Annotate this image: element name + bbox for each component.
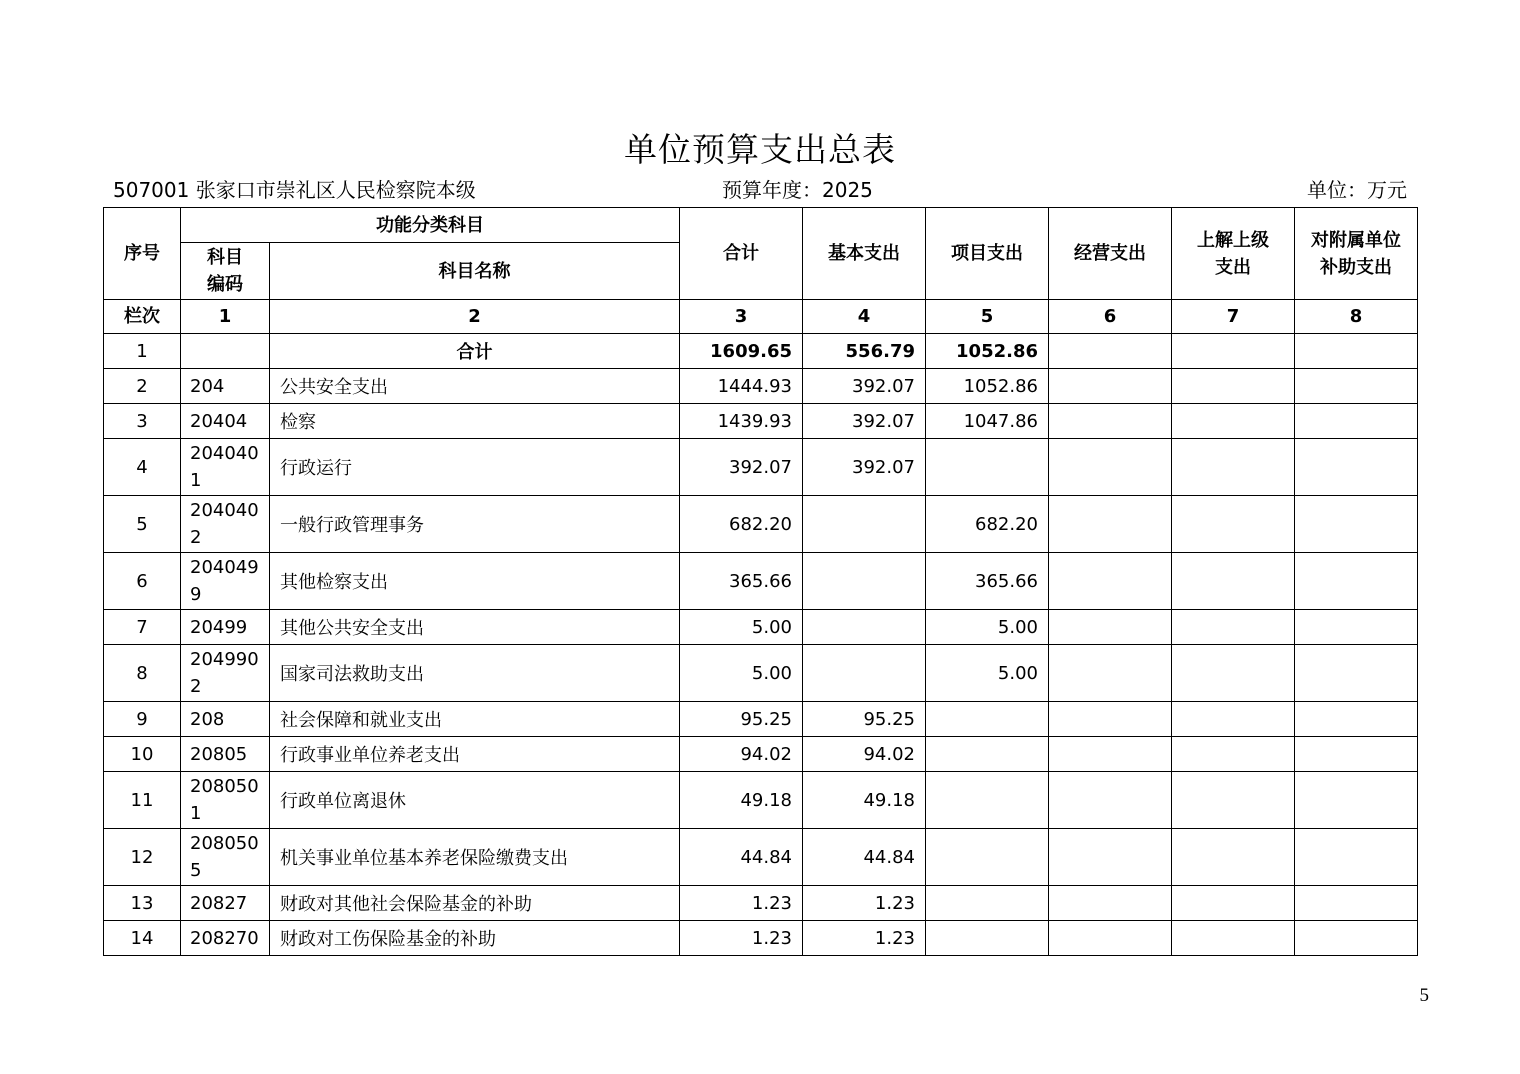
row-upper (1172, 369, 1295, 404)
row-total: 49.18 (680, 772, 803, 829)
row-basic: 1.23 (803, 886, 926, 921)
row-basic (803, 496, 926, 553)
row-business (1049, 404, 1172, 439)
row-basic: 392.07 (803, 404, 926, 439)
row-code: 2049902 (181, 645, 270, 702)
table-row (104, 702, 1418, 737)
row-subsidy (1295, 439, 1418, 496)
page-number: 5 (1419, 985, 1429, 1006)
row-seq: 9 (104, 702, 181, 737)
table-row (104, 439, 1418, 496)
row-name: 其他公共安全支出 (270, 610, 680, 645)
row-upper (1172, 553, 1295, 610)
row-basic: 95.25 (803, 702, 926, 737)
table-row (104, 610, 1418, 645)
row-seq: 8 (104, 645, 181, 702)
row-name: 其他检察支出 (270, 553, 680, 610)
row-total: 5.00 (680, 610, 803, 645)
row-basic: 94.02 (803, 737, 926, 772)
row-upper (1172, 496, 1295, 553)
row-code: 20805 (181, 737, 270, 772)
row-seq: 1 (104, 334, 181, 369)
row-upper (1172, 645, 1295, 702)
row-subsidy (1295, 404, 1418, 439)
row-business (1049, 369, 1172, 404)
row-business (1049, 921, 1172, 956)
header-total: 合计 (680, 208, 803, 300)
row-upper (1172, 772, 1295, 829)
row-name: 行政事业单位养老支出 (270, 737, 680, 772)
row-name: 公共安全支出 (270, 369, 680, 404)
table-row (104, 772, 1418, 829)
row-subsidy (1295, 369, 1418, 404)
row-upper (1172, 702, 1295, 737)
row-code: 2080505 (181, 829, 270, 886)
currency-unit-label: 单位：万元 (1307, 178, 1407, 202)
row-code: 208 (181, 702, 270, 737)
row-name: 财政对工伤保险基金的补助 (270, 921, 680, 956)
row-total: 1444.93 (680, 369, 803, 404)
row-project: 5.00 (926, 610, 1049, 645)
row-project: 1047.86 (926, 404, 1049, 439)
row-project (926, 702, 1049, 737)
header-name: 科目名称 (270, 243, 680, 300)
row-upper (1172, 921, 1295, 956)
row-name: 一般行政管理事务 (270, 496, 680, 553)
row-business (1049, 496, 1172, 553)
row-total: 392.07 (680, 439, 803, 496)
header-basic: 基本支出 (803, 208, 926, 300)
row-code: 20499 (181, 610, 270, 645)
row-project (926, 886, 1049, 921)
row-subsidy (1295, 829, 1418, 886)
row-business (1049, 553, 1172, 610)
row-code: 204 (181, 369, 270, 404)
budget-year-label: 预算年度：2025 (722, 178, 873, 202)
row-subsidy (1295, 772, 1418, 829)
row-business (1049, 610, 1172, 645)
row-total: 1439.93 (680, 404, 803, 439)
row-seq: 6 (104, 553, 181, 610)
row-business (1049, 439, 1172, 496)
row-total: 365.66 (680, 553, 803, 610)
colnum-6: 6 (1049, 300, 1172, 334)
row-upper (1172, 737, 1295, 772)
colnum-3: 3 (680, 300, 803, 334)
row-subsidy (1295, 645, 1418, 702)
table-row (104, 553, 1418, 610)
row-code: 2080501 (181, 772, 270, 829)
row-subsidy (1295, 610, 1418, 645)
row-total: 1609.65 (680, 334, 803, 369)
colnum-1: 1 (181, 300, 270, 334)
row-upper (1172, 404, 1295, 439)
page-title: 单位预算支出总表 (624, 130, 896, 169)
row-project (926, 439, 1049, 496)
row-project: 5.00 (926, 645, 1049, 702)
row-project: 365.66 (926, 553, 1049, 610)
colnum-2: 2 (270, 300, 680, 334)
row-business (1049, 702, 1172, 737)
row-name: 财政对其他社会保险基金的补助 (270, 886, 680, 921)
table-row (104, 334, 1418, 369)
row-name: 检察 (270, 404, 680, 439)
row-subsidy (1295, 737, 1418, 772)
row-code: 20404 (181, 404, 270, 439)
colnum-8: 8 (1295, 300, 1418, 334)
row-name: 行政运行 (270, 439, 680, 496)
table-row (104, 737, 1418, 772)
table-row (104, 496, 1418, 553)
row-total: 44.84 (680, 829, 803, 886)
row-upper (1172, 439, 1295, 496)
header-subsidy: 对附属单位 补助支出 (1295, 208, 1418, 300)
row-code: 2040499 (181, 553, 270, 610)
row-seq: 3 (104, 404, 181, 439)
row-basic: 49.18 (803, 772, 926, 829)
row-total: 1.23 (680, 886, 803, 921)
column-number-row (104, 300, 1418, 334)
budget-expenditure-table (103, 207, 1418, 956)
header-business: 经营支出 (1049, 208, 1172, 300)
row-seq: 2 (104, 369, 181, 404)
table-row (104, 404, 1418, 439)
row-name: 行政单位离退休 (270, 772, 680, 829)
row-name: 合计 (270, 334, 680, 369)
row-subsidy (1295, 702, 1418, 737)
row-basic: 1.23 (803, 921, 926, 956)
row-project: 1052.86 (926, 334, 1049, 369)
header-code: 科目 编码 (181, 243, 270, 300)
row-total: 682.20 (680, 496, 803, 553)
header-project: 项目支出 (926, 208, 1049, 300)
table-row (104, 886, 1418, 921)
row-seq: 5 (104, 496, 181, 553)
row-subsidy (1295, 334, 1418, 369)
row-subsidy (1295, 553, 1418, 610)
header-upper: 上解上级 支出 (1172, 208, 1295, 300)
row-code: 2040402 (181, 496, 270, 553)
row-basic: 392.07 (803, 369, 926, 404)
row-seq: 14 (104, 921, 181, 956)
row-total: 95.25 (680, 702, 803, 737)
row-business (1049, 886, 1172, 921)
row-basic: 392.07 (803, 439, 926, 496)
unit-label: 507001 张家口市崇礼区人民检察院本级 (113, 178, 476, 202)
row-project (926, 737, 1049, 772)
row-seq: 11 (104, 772, 181, 829)
row-business (1049, 772, 1172, 829)
row-business (1049, 829, 1172, 886)
row-project: 682.20 (926, 496, 1049, 553)
row-project: 1052.86 (926, 369, 1049, 404)
colnum-4: 4 (803, 300, 926, 334)
row-project (926, 829, 1049, 886)
row-subsidy (1295, 921, 1418, 956)
table-row (104, 829, 1418, 886)
row-project (926, 921, 1049, 956)
row-upper (1172, 829, 1295, 886)
row-project (926, 772, 1049, 829)
row-seq: 10 (104, 737, 181, 772)
row-business (1049, 334, 1172, 369)
row-name: 机关事业单位基本养老保险缴费支出 (270, 829, 680, 886)
row-code (181, 334, 270, 369)
row-business (1049, 737, 1172, 772)
colnum-0: 栏次 (104, 300, 181, 334)
table-row (104, 921, 1418, 956)
row-total: 5.00 (680, 645, 803, 702)
row-business (1049, 645, 1172, 702)
row-subsidy (1295, 886, 1418, 921)
table-row (104, 645, 1418, 702)
row-seq: 13 (104, 886, 181, 921)
row-seq: 7 (104, 610, 181, 645)
colnum-5: 5 (926, 300, 1049, 334)
row-code: 20827 (181, 886, 270, 921)
row-upper (1172, 334, 1295, 369)
row-total: 94.02 (680, 737, 803, 772)
row-name: 国家司法救助支出 (270, 645, 680, 702)
header-category-group: 功能分类科目 (181, 208, 680, 243)
row-seq: 12 (104, 829, 181, 886)
row-basic: 556.79 (803, 334, 926, 369)
row-name: 社会保障和就业支出 (270, 702, 680, 737)
row-upper (1172, 886, 1295, 921)
table-row (104, 369, 1418, 404)
row-upper (1172, 610, 1295, 645)
row-basic: 44.84 (803, 829, 926, 886)
header-seq: 序号 (104, 208, 181, 300)
row-basic (803, 553, 926, 610)
row-seq: 4 (104, 439, 181, 496)
row-code: 208270 (181, 921, 270, 956)
row-total: 1.23 (680, 921, 803, 956)
row-code: 2040401 (181, 439, 270, 496)
row-subsidy (1295, 496, 1418, 553)
colnum-7: 7 (1172, 300, 1295, 334)
row-basic (803, 645, 926, 702)
row-basic (803, 610, 926, 645)
